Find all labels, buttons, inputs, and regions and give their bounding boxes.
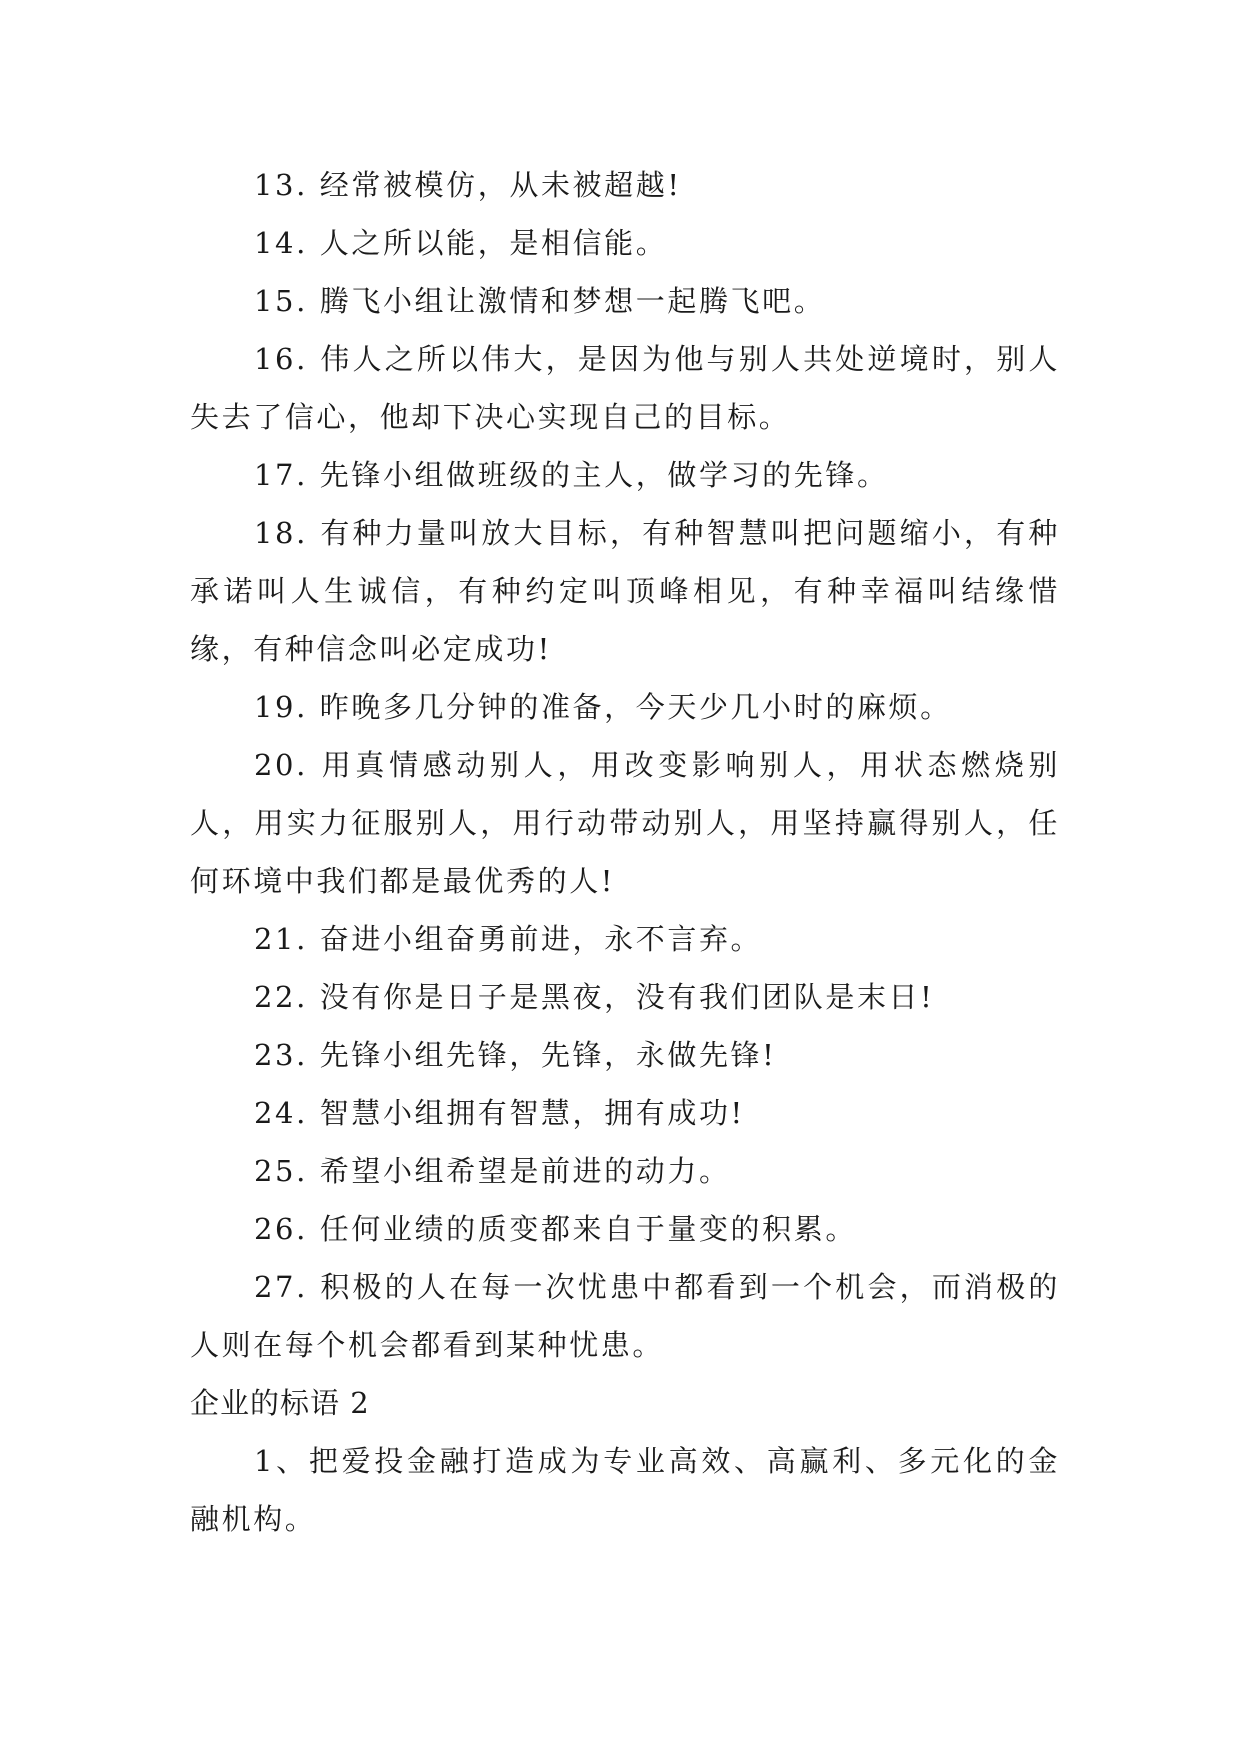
list-item: 19. 昨晚多几分钟的准备，今天少几小时的麻烦。 xyxy=(254,690,952,724)
list-item: 27. 积极的人在每一次忧患中都看到一个机会，而消极的人则在每个机会都看到某种忧患。 xyxy=(190,1270,1060,1362)
list-item: 21. 奋进小组奋勇前进，永不言弃。 xyxy=(254,922,763,956)
list-item: 24. 智慧小组拥有智慧，拥有成功! xyxy=(254,1096,745,1130)
section-heading: 企业的标语 2 xyxy=(190,1386,370,1420)
list-item: 22. 没有你是日子是黑夜，没有我们团队是末日! xyxy=(254,980,935,1014)
list-item: 13. 经常被模仿，从未被超越! xyxy=(254,168,682,202)
list-item: 25. 希望小组希望是前进的动力。 xyxy=(254,1154,731,1188)
list-item: 26. 任何业绩的质变都来自于量变的积累。 xyxy=(254,1212,857,1246)
list-item: 23. 先锋小组先锋，先锋，永做先锋! xyxy=(254,1038,777,1072)
list-item: 18. 有种力量叫放大目标，有种智慧叫把问题缩小，有种承诺叫人生诚信，有种约定叫顶峰相见，有种幸福叫结缘惜缘，有种信念叫必定成功! xyxy=(190,516,1060,666)
section-list-item: 1、把爱投金融打造成为专业高效、高赢利、多元化的金融机构。 xyxy=(190,1444,1060,1536)
list-item: 16. 伟人之所以伟大，是因为他与别人共处逆境时，别人失去了信心，他却下决心实现自己的目标。 xyxy=(190,342,1060,434)
list-item: 17. 先锋小组做班级的主人，做学习的先锋。 xyxy=(254,458,889,492)
list-item: 15. 腾飞小组让激情和梦想一起腾飞吧。 xyxy=(254,284,826,318)
list-item: 14. 人之所以能，是相信能。 xyxy=(254,226,668,260)
list-item: 20. 用真情感动别人，用改变影响别人，用状态燃烧别人，用实力征服别人，用行动带动别人，用坚持赢得别人，任何环境中我们都是最优秀的人! xyxy=(190,748,1060,898)
document-body xyxy=(190,156,1060,1548)
